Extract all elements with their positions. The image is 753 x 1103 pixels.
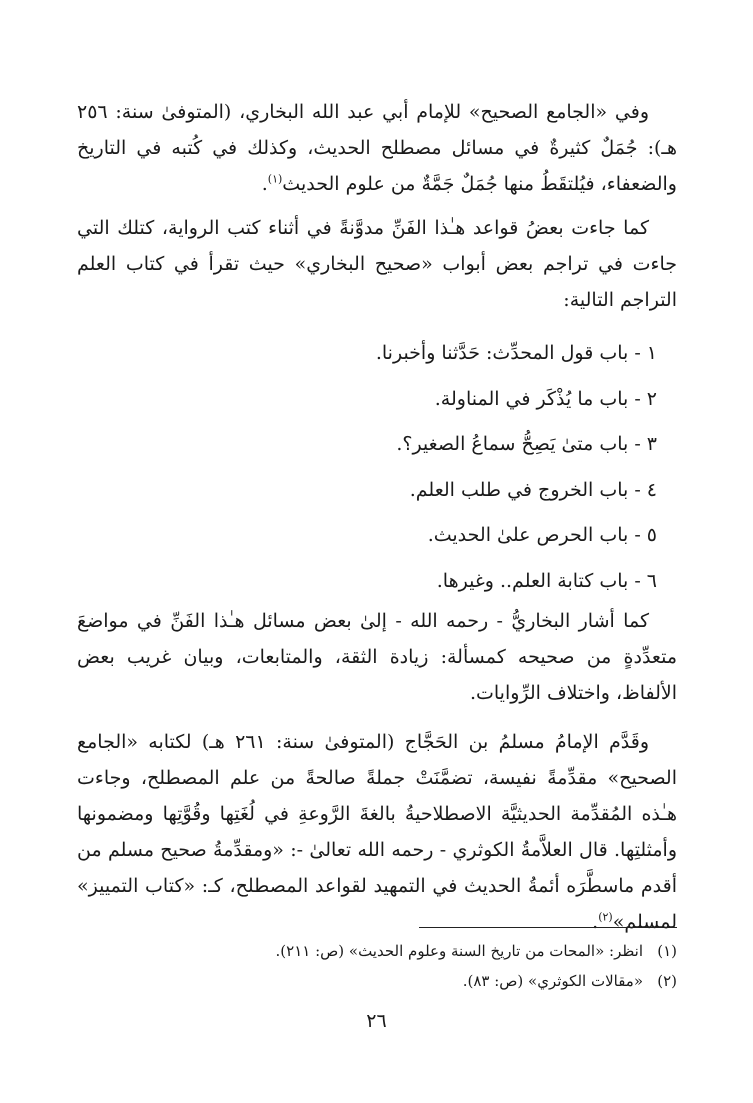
list-item-number: ٢ (646, 387, 657, 410)
list-item (97, 520, 657, 566)
footnote-item (77, 936, 677, 966)
paragraph-text: وقَدَّم الإمامُ مسلمُ بن الحَجَّاج (المتوفىٰ سنة: ٢٦١ هـ) لكتابه «الجامع الصحيح» مقدِّمةً نفيسة، تضمَّنَتْ جملةً صالحةً من علم المصطلح، وجاءت هـٰذه المُقدِّمة الحديثيَّة الاصطلاحيةُ بالغةَ الرَّوعةِ في لُغَتِها وقُوَّتِها ومضمونها وأمثلتِها. قال العلاَّمةُ الكوثري - رحمه الله تعالىٰ -: «ومقدِّمةُ صحيح مسلم من أقدم ماسطَّرَه أئمةُ الحديث في التمهيد لقواعد المصطلح، كـ: «كتاب التمييز» لمسلم» (77, 731, 677, 933)
footnote-ref-1[interactable]: (١) (267, 172, 283, 186)
footnote-number: (١) (657, 942, 677, 960)
list-item-text: - باب الخروج في طلب العلم. (409, 478, 641, 501)
footnote-item (77, 966, 677, 996)
list-item-number: ٥ (646, 524, 657, 547)
footnote-number: (٢) (657, 972, 677, 990)
list-item (97, 429, 657, 475)
list-item-number: ٤ (646, 478, 657, 501)
paragraph-tail: . (592, 911, 599, 933)
paragraph-chapter-headings (77, 210, 677, 318)
paragraph-text: وفي «الجامع الصحيح» للإمام أبي عبد الله البخاري، (المتوفىٰ سنة: ٢٥٦ هـ): جُمَلٌ كثيرةٌ في مسائل مصطلح الحديث، وكذلك في كُتبه في التاريخ والضعفاء، فيُلتقَطُ منها جُمَلٌ جَمَّةٌ من علوم الحديث (77, 101, 677, 195)
chapters-list (97, 338, 657, 612)
footnote-ref-2[interactable]: (٢) (598, 910, 613, 924)
footnotes (77, 936, 677, 996)
list-item-text: - باب قول المحدِّث: حَدَّثنا وأخبرنا. (375, 342, 641, 364)
page-number: ٢٦ (366, 1010, 387, 1032)
list-item-text: - باب متىٰ يَصِحُّ سماعُ الصغير؟. (396, 433, 641, 456)
paragraph-text: كما جاءت بعضُ قواعد هـٰذا الفَنِّ مدوَّنةً في أثناء كتب الرواية، كتلك التي جاءت في تراجم بعض أبواب «صحيح البخاري» حيث تقرأ في كتاب العلم التراجم التالية: (77, 217, 677, 311)
list-item-number: ١ (646, 342, 657, 364)
footnote-divider (419, 927, 677, 928)
footnote-text: انظر: «المحات من تاريخ السنة وعلوم الحديث» (ص: ٢١١). (275, 942, 643, 960)
list-item (97, 384, 657, 430)
paragraph-bukhari-sahih (77, 94, 677, 202)
footnote-text: «مقالات الكوثري» (ص: ٨٣). (462, 972, 643, 990)
paragraph-muslim-introduction (77, 724, 677, 940)
list-item-text: - باب ما يُذْكَر في المناولة. (434, 387, 641, 410)
paragraph-text: كما أشار البخاريُّ - رحمه الله - إلىٰ بعض مسائل هـٰذا الفَنِّ في مواضعَ متعدِّدةٍ من صحيحه كمسألة: زيادة الثقة، والمتابعات، وبيان غريب بعض الألفاظ، واختلاف الرِّوايات. (77, 610, 677, 704)
list-item (97, 338, 657, 384)
list-item-text: - باب كتابة العلم.. وغيرها. (436, 569, 641, 592)
list-item (97, 475, 657, 521)
list-item-number: ٦ (646, 569, 657, 592)
paragraph-tail: . (261, 173, 268, 195)
list-item-number: ٣ (646, 433, 657, 456)
list-item-text: - باب الحرص علىٰ الحديث. (427, 524, 641, 547)
paragraph-bukhari-topics (77, 603, 677, 711)
